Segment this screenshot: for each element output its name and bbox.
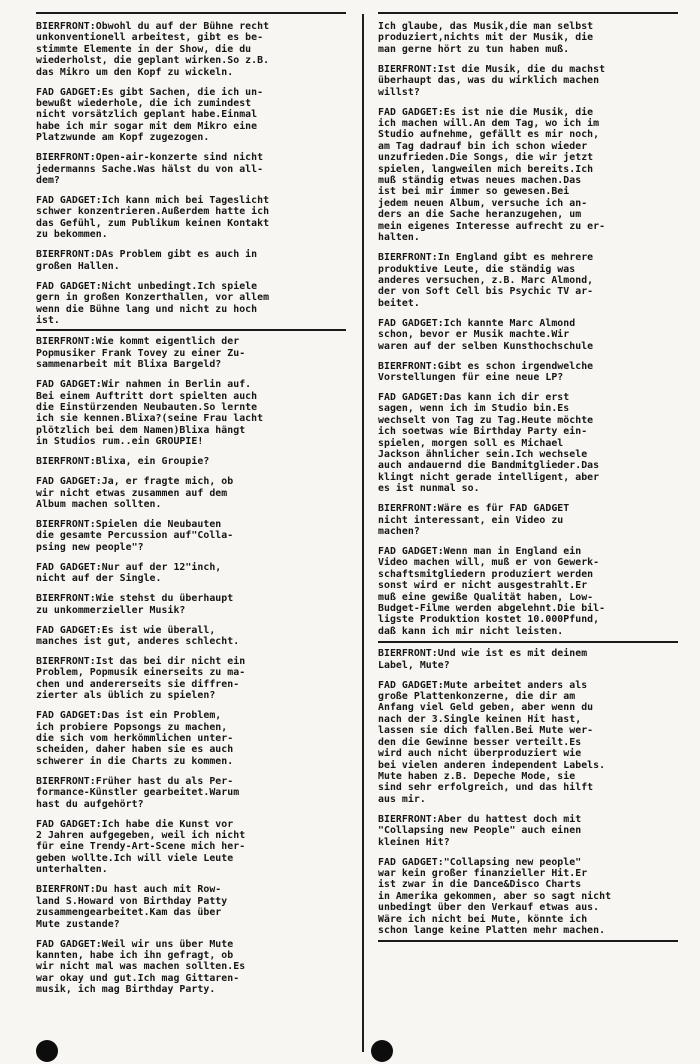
- interview-paragraph: BIERFRONT:Wie kommt eigentlich der Popmusiker Frank Tovey zu einer Zu- sammenarbeit mit Blixa Bargeld?: [36, 336, 246, 371]
- interview-paragraph: FAD GADGET:Nur auf der 12"inch, nicht auf der Single.: [36, 561, 222, 585]
- interview-paragraph: FAD GADGET:Weil wir uns über Mute kannten, habe ich ihn gefragt, ob wir nicht mal was machen sollten.Es war okay und gut.Ich mag Gittaren- musik, ich mag Birthday Party.: [36, 938, 246, 996]
- punch-hole-dot-left: [36, 1040, 58, 1062]
- end-rule: [378, 940, 678, 942]
- interview-paragraph: FAD GADGET:Nicht unbedingt.Ich spiele gern in großen Konzerthallen, vor allem wenn die Bühne lang und nicht zu hoch ist.: [36, 280, 270, 326]
- interview-paragraph: FAD GADGET:Wir nahmen in Berlin auf. Bei einem Auftritt dort spielten auch die Einstürzenden Neubauten.So lernte ich sie kennen.Blixa?(seine Frau lacht plötzlich bei dem Namen)Blixa hängt in Studios rum..ein GROUPIE!: [36, 379, 264, 448]
- interview-paragraph: BIERFRONT:Wäre es für FAD GADGET nicht interessant, ein Video zu machen?: [378, 503, 570, 537]
- interview-paragraph: FAD GADGET:Mute arbeitet anders als große Plattenkonzerne, die dir am Anfang viel Geld geben, aber wenn du nach der 3.Single keinen Hit hast, lassen sie dich fallen.Bei Mute wer- den die Gewinne besser verteilt.Es wird auch nicht überproduziert wie bei vielen anderen independent Labels. Mute haben z.B. Depeche Mode, sie sind sehr erfolgreich, und das hilft aus mir.: [378, 679, 606, 805]
- interview-paragraph: BIERFRONT:Früher hast du als Per- formance-Künstler gearbeitet.Warum hast du aufgehört?: [36, 775, 240, 810]
- interview-paragraph: BIERFRONT:Aber du hattest doch mit "Collapsing new People" auch einen kleinen Hit?: [378, 813, 582, 848]
- interview-paragraph: BIERFRONT:Wie stehst du überhaupt zu unkommerzieller Musik?: [36, 593, 234, 616]
- interview-paragraph: FAD GADGET:"Collapsing new people" war kein großer finanzieller Hit.Er ist zwar in die Dance&Disco Charts in Amerika gekommen, aber so sagt nicht unbedingt über den Verkauf etwas aus. Wäre ich nicht bei Mute, könnte ich schon lange keine Platten mehr machen.: [378, 856, 612, 936]
- punch-hole-dot-right: [371, 1040, 393, 1062]
- interview-paragraph: FAD GADGET:Es ist wie überall, manches ist gut, anderes schlecht.: [36, 624, 240, 647]
- section-rule: [36, 329, 346, 331]
- interview-paragraph: FAD GADGET:Das ist ein Problem, ich probiere Popsongs zu machen, die sich vom herkömmlichen unter- scheiden, daher haben sie es auch schwerer in die Charts zu kommen.: [36, 710, 234, 767]
- interview-paragraph: FAD GADGET:Es gibt Sachen, die ich un- bewußt wiederhole, die ich zumindest nicht vorsätzlich geplant habe.Einmal habe ich mir sogar mit dem Mikro eine Platzwunde am Kopf zugezogen.: [36, 86, 264, 144]
- interview-paragraph: BIERFRONT:Open-air-konzerte sind nicht jedermanns Sache.Was hälst du von all- dem?: [36, 152, 264, 187]
- interview-paragraph: FAD GADGET:Das kann ich dir erst sagen, wenn ich im Studio bin.Es wechselt von Tag zu Tag.Heute möchte ich soetwas wie Birthday Party ein- spielen, morgen soll es Michael Jackson ähnlicher sein.Ich wechsele auch andauernd die Bandmitglieder.Das klingt nicht gerade intelligent, aber es ist nunmal so.: [378, 391, 600, 495]
- interview-paragraph: FAD GADGET:Es ist nie die Musik, die ich machen will.An dem Tag, wo ich im Studio aufnehme, gefällt es mir noch, am Tag dadrauf bin ich schon wieder unzufrieden.Die Songs, die wir jetzt spielen, langweilen mich bereits.Ich muß ständig etwas neues machen.Das ist bei mir immer so gewesen.Bei jedem neuen Album, versuche ich an- ders an die Sache heranzugehen, um mein eigenes Interesse aufrecht zu er- halten.: [378, 106, 606, 244]
- interview-paragraph: BIERFRONT:DAs Problem gibt es auch in großen Hallen.: [36, 249, 258, 272]
- interview-paragraph: FAD GADGET:Ich kannte Marc Almond schon, bevor er Musik machte.Wir waren auf der selben Kunsthochschule: [378, 317, 594, 352]
- interview-paragraph: BIERFRONT:Du hast auch mit Row- land S.Howard von Birthday Patty zusammengearbeitet.Kam das über Mute zustande?: [36, 884, 228, 930]
- interview-paragraph: FAD GADGET:Wenn man in England ein Video machen will, muß er von Gewerk- schaftsmitgliedern produziert werden sonst wird er nicht ausgestrahlt.Er muß eine gewiße Qualität haben, Low- Budget-Filme werden abgelehnt.Die bil- ligste Produktion kostet 10.000Pfund, daß kann ich mir nicht leisten.: [378, 546, 606, 637]
- interview-paragraph: BIERFRONT:In England gibt es mehrere produktive Leute, die ständig was anderes versuchen, z.B. Marc Almond, der von Soft Cell bis Psychic TV ar- beitet.: [378, 252, 594, 309]
- interview-paragraph: BIERFRONT:Gibt es schon irgendwelche Vorstellungen für eine neue LP?: [378, 360, 594, 383]
- interview-paragraph: BIERFRONT:Blixa, ein Groupie?: [36, 456, 210, 468]
- interview-paragraph: FAD GADGET:Ich kann mich bei Tageslicht schwer konzentrieren.Außerdem hatte ich das Gefühl, zum Publikum keinen Kontakt zu bekommen.: [36, 195, 270, 241]
- interview-paragraph: BIERFRONT:Und wie ist es mit deinem Label, Mute?: [378, 648, 588, 671]
- column-divider: [362, 14, 364, 1052]
- top-rule: [378, 12, 678, 14]
- interview-paragraph: BIERFRONT:Ist die Musik, die du machst überhaupt das, was du wirklich machen willst?: [378, 63, 606, 98]
- left-column: [36, 12, 346, 1004]
- interview-paragraph: FAD GADGET:Ich habe die Kunst vor 2 Jahren aufgegeben, weil ich nicht für eine Trendy-Art-Scene mich her- geben wollte.Ich will viele Leute unterhalten.: [36, 818, 246, 876]
- interview-paragraph: FAD GADGET:Ja, er fragte mich, ob wir nicht etwas zusammen auf dem Album machen sollten.: [36, 476, 234, 510]
- interview-paragraph: BIERFRONT:Ist das bei dir nicht ein Problem, Popmusik einerseits zu ma- chen und andererseits sie diffren- zierter als üblich zu spielen?: [36, 656, 246, 702]
- right-column: [378, 12, 678, 942]
- top-rule: [36, 12, 346, 14]
- interview-paragraph: BIERFRONT:Obwohl du auf der Bühne recht unkonventionell arbeitest, gibt es be- stimmte Elemente in der Show, die du wiederholst, die geplant wirken.So z.B. das Mikro um den Kopf zu wickeln.: [36, 21, 270, 78]
- section-rule: [378, 641, 678, 643]
- interview-paragraph: Ich glaube, das Musik,die man selbst produziert,nichts mit der Musik, die man gerne hört zu tun haben muß.: [378, 21, 594, 55]
- interview-paragraph: BIERFRONT:Spielen die Neubauten die gesamte Percussion auf"Colla- psing new people"?: [36, 518, 234, 553]
